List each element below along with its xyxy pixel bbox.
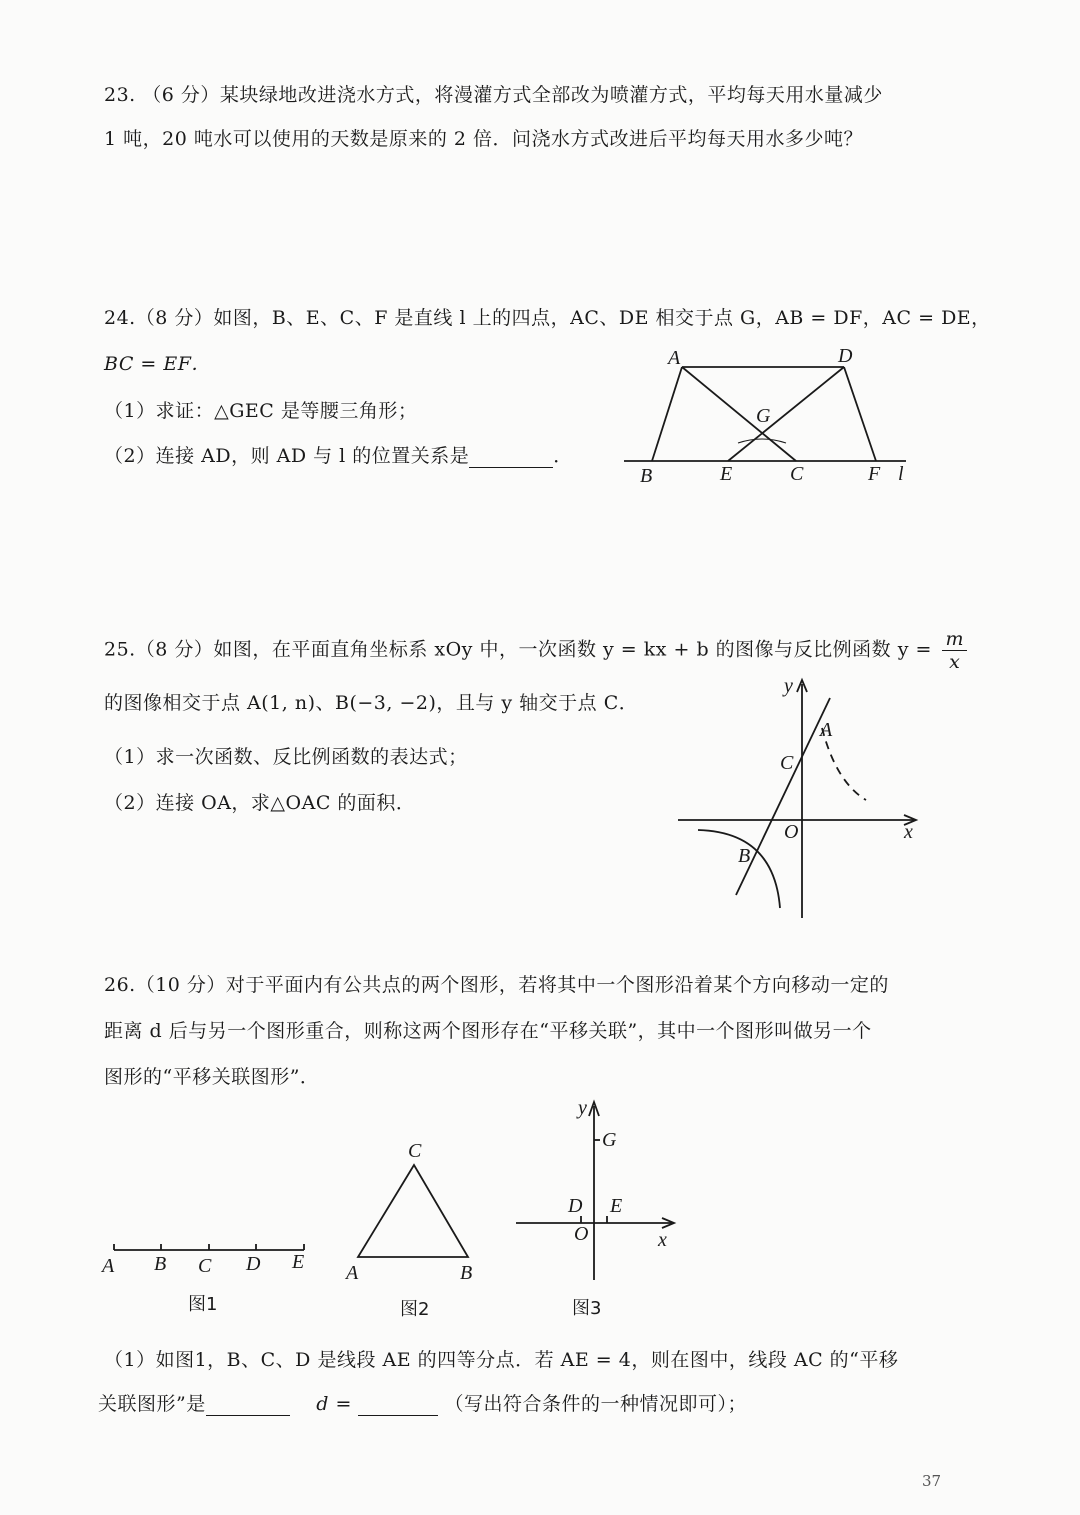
angle-mark bbox=[738, 439, 786, 443]
label-c: C bbox=[780, 752, 794, 774]
segment-df bbox=[844, 367, 876, 461]
q26-part-1-note: （写出符合条件的一种情况即可）； bbox=[444, 1393, 747, 1415]
label-b: B bbox=[154, 1253, 167, 1275]
label-b: B bbox=[738, 845, 751, 867]
label-d: D bbox=[838, 345, 853, 367]
page-number: 37 bbox=[922, 1472, 942, 1490]
segment-de bbox=[728, 367, 844, 461]
label-o: O bbox=[574, 1223, 589, 1245]
label-e: E bbox=[610, 1195, 623, 1217]
q26-line-3: 图形的“平移关联图形”． bbox=[104, 1066, 320, 1088]
label-d: D bbox=[568, 1195, 583, 1217]
caption-fig-2: 图2 bbox=[400, 1299, 430, 1320]
d-equals: d = bbox=[316, 1393, 352, 1415]
label-b: B bbox=[460, 1262, 473, 1284]
answer-blank bbox=[469, 445, 553, 468]
q24-part-1: （1）求证：△GEC 是等腰三角形； bbox=[104, 400, 418, 422]
q24-part-2 bbox=[104, 441, 573, 468]
label-b: B bbox=[640, 465, 653, 487]
answer-blank-figure bbox=[206, 1393, 290, 1416]
hyperbola-branch-3 bbox=[698, 830, 780, 908]
q25-figure bbox=[670, 670, 930, 925]
caption-fig-3: 图3 bbox=[572, 1298, 602, 1319]
label-a: A bbox=[346, 1262, 359, 1284]
label-c: C bbox=[790, 463, 804, 485]
q26-part-1-line-2 bbox=[98, 1389, 747, 1416]
q26-figure-1 bbox=[98, 1230, 318, 1320]
fraction-m-over-x bbox=[942, 628, 967, 673]
fraction-denominator: x bbox=[949, 651, 961, 673]
q25-part-1: （1）求一次函数、反比例函数的表达式； bbox=[104, 746, 468, 768]
label-g: G bbox=[602, 1129, 617, 1151]
label-y: y bbox=[784, 675, 793, 697]
q25-line-2: 的图像相交于点 A(1, n)、B(−3, −2)，且与 y 轴交于点 C． bbox=[104, 692, 639, 714]
caption-fig-1: 图1 bbox=[188, 1294, 218, 1315]
q26-line-2: 距离 d 后与另一个图形重合，则称这两个图形存在“平移关联”，其中一个图形叫做另一个 bbox=[104, 1020, 872, 1042]
q26-figure-3 bbox=[510, 1092, 690, 1324]
q23-line-2: 1 吨，20 吨水可以使用的天数是原来的 2 倍．问浇水方式改进后平均每天用水多少吨？ bbox=[104, 128, 864, 150]
label-a: A bbox=[102, 1255, 115, 1277]
q25-line-1-text: 25.（8 分）如图，在平面直角坐标系 xOy 中，一次函数 y = kx + b 的图像与反比例函数 y = bbox=[104, 638, 932, 661]
answer-blank-d bbox=[358, 1393, 438, 1416]
q26-part-1-line-1: （1）如图1，B、C、D 是线段 AE 的四等分点．若 AE = 4，则在图中，线段 AC 的“平移 bbox=[104, 1349, 899, 1371]
label-l: l bbox=[898, 463, 904, 485]
q24-figure bbox=[610, 340, 920, 490]
label-f: F bbox=[868, 463, 881, 485]
q24-part-2-text: （2）连接 AD，则 AD 与 l 的位置关系是 bbox=[104, 445, 470, 467]
label-a: A bbox=[820, 719, 833, 741]
q26-line-1: 26.（10 分）对于平面内有公共点的两个图形，若将其中一个图形沿着某个方向移动一定的 bbox=[104, 974, 889, 996]
label-x: x bbox=[904, 821, 913, 843]
label-g: G bbox=[756, 405, 771, 427]
fraction-numerator: m bbox=[942, 628, 967, 651]
triangle-abc bbox=[358, 1165, 468, 1257]
segment-ab bbox=[652, 367, 682, 461]
q23-line-1: 23. （6 分）某块绿地改进浇水方式，将漫灌方式全部改为喷灌方式，平均每天用水量减少 bbox=[104, 84, 883, 106]
label-a: A bbox=[668, 347, 681, 369]
label-e: E bbox=[292, 1251, 305, 1273]
label-c: C bbox=[408, 1140, 422, 1162]
q24-line-2: BC = EF． bbox=[104, 353, 211, 375]
label-y: y bbox=[578, 1097, 587, 1119]
label-o: O bbox=[784, 821, 799, 843]
q24-part-2-end: ． bbox=[553, 445, 573, 467]
label-d: D bbox=[246, 1253, 261, 1275]
label-e: E bbox=[720, 463, 733, 485]
label-c: C bbox=[198, 1255, 212, 1277]
segment-ac bbox=[682, 367, 796, 461]
q26-figure-2 bbox=[340, 1135, 490, 1325]
q24-line-1: 24.（8 分）如图，B、E、C、F 是直线 l 上的四点，AC、DE 相交于点 G，AB = DF，AC = DE， bbox=[104, 307, 991, 329]
label-x: x bbox=[658, 1229, 667, 1251]
q26-part-1-text: 关联图形”是 bbox=[98, 1393, 206, 1415]
q25-part-2: （2）连接 OA，求△OAC 的面积． bbox=[104, 792, 416, 814]
q25-line-1 bbox=[104, 628, 967, 673]
